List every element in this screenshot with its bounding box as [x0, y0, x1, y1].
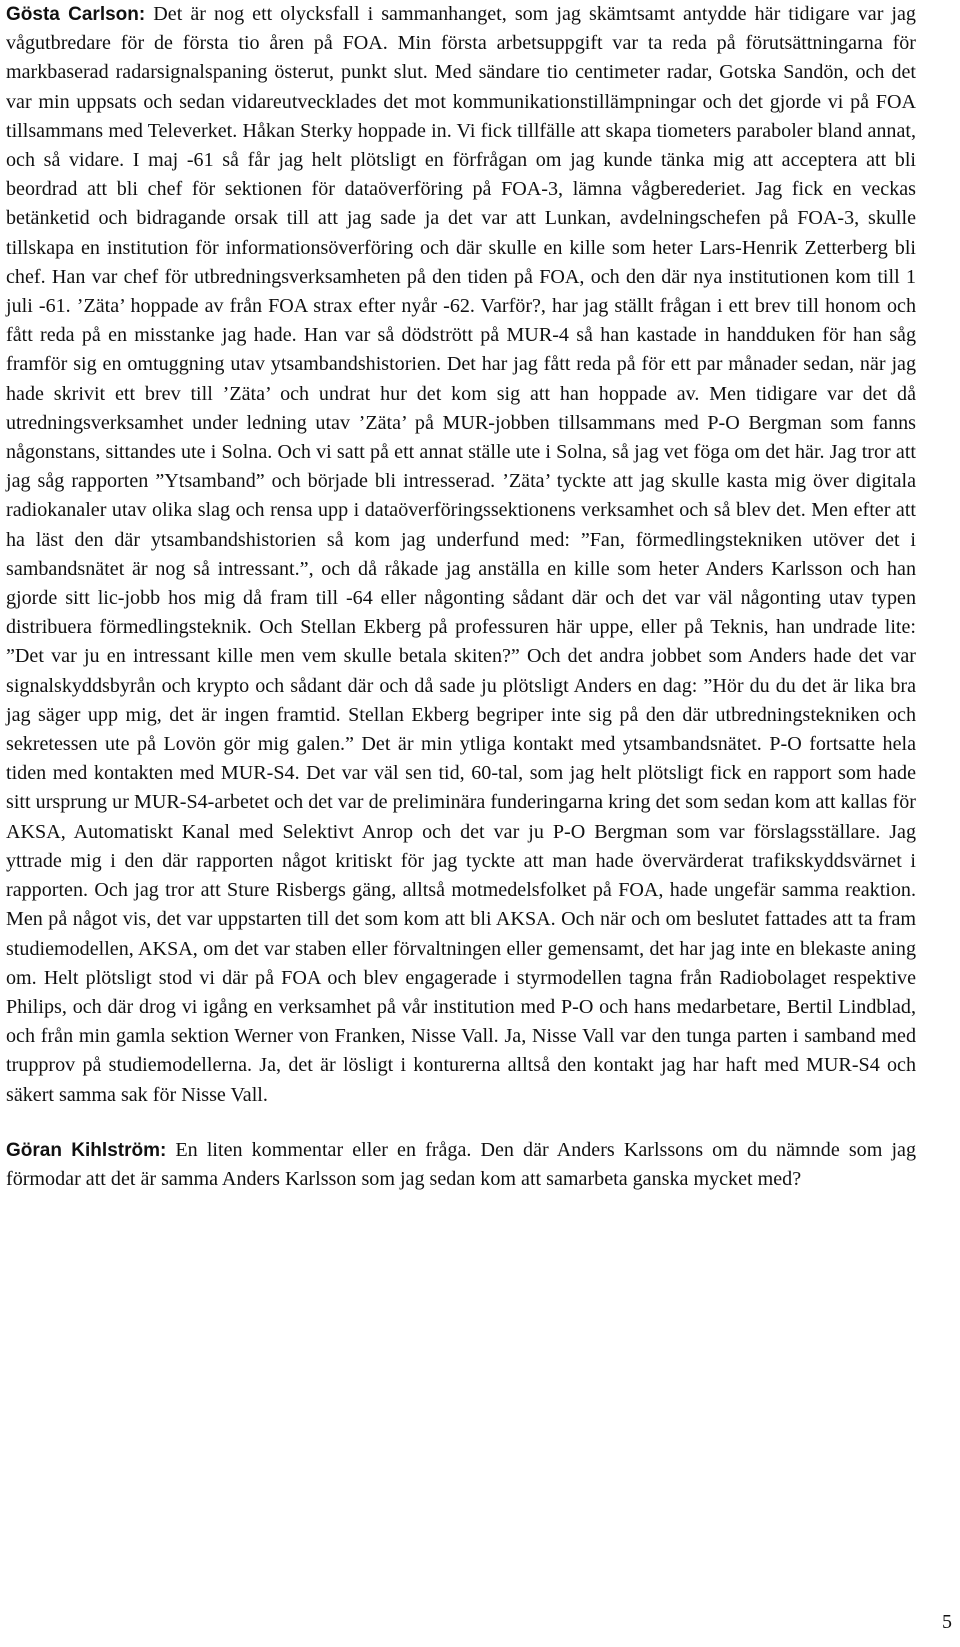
transcript-paragraph-carlson [6, 0, 916, 1110]
transcript-paragraph-kihlstrom [6, 1136, 916, 1194]
speaker-name: Göran Kihlström: [6, 1139, 167, 1161]
page-number: 5 [942, 1611, 952, 1633]
paragraph-text: Det är nog ett olycksfall i sammanhanget, som jag skämtsamt antydde här tidigare var jag vågutbredare för de första tio åren på FOA. Min första arbetsuppgift var ta reda på förutsättningarna för markbaserad radarsignalspaning österut, punkt slut. Med sändare tio centimeter radar, Gotska Sandön, och det var min uppsats och sedan vidareutvecklades det mot kommunikationstillämpningar och det gjorde vi på FOA tillsammans med Televerket. Håkan Sterky hoppade in. Vi fick tillfälle att skapa tiometers paraboler bland annat, och så vidare. I maj -61 så får jag helt plötsligt en förfrågan om jag kunde tänka mig att acceptera att bli beordrad att bli chef för sektionen för dataöverföring på FOA-3, lämna vågberederiet. Jag fick en veckas betänketid och bidragande orsak till att jag sade ja det var att Lunkan, avdelningschefen på FOA-3, skulle tillskapa en institution för informationsöverföring och där skulle en kille som heter Lars-Henrik Zetterberg bli chef. Han var chef för utbredningsverksamheten på den tiden på FOA, och den där nya institutionen kom till 1 juli -61. ’Zäta’ hoppade av från FOA strax efter nyår -62. Varför?, har jag ställt frågan i ett brev till honom och fått reda på en misstanke jag hade. Han var så dödstrött på MUR-4 så han kastade in handduken för han såg framför sig en omtuggning utav ytsambandshistorien. Det har jag fått reda på för ett par månader sedan, när jag hade skrivit ett brev till ’Zäta’ och undrat hur det kom sig att han hoppade av. Men tidigare var det då utredningsverksamhet under ledning utav ’Zäta’ på MUR-jobben tillsammans med P-O Bergman som fanns någonstans, sittandes ute i Solna. Och vi satt på ett annat ställe ute i Solna, så jag vet föga om det här. Jag tror att jag såg rapporten ”Ytsamband” och började bli intresserad. ’Zäta’ tyckte att jag skulle kasta mig över digitala radiokanaler utav olika slag och rensa upp i dataöverföringssektionens verksamhet och så blev det. Men efter att ha läst den där ytsambandshistorien så kom jag underfund med: ”Fan, förmedlingstekniken utöver det i sambandsnätet är nog så intressant.”, och då råkade jag anställa en kille som heter Anders Karlsson och han gjorde sitt lic-jobb hos mig då fram till -64 eller någonting sådant där och det var väl någonting utav typen distribuera förmedlingsteknik. Och Stellan Ekberg på professuren här uppe, eller på Teknis, han undrade lite: ”Det var ju en intressant kille men vem skulle betala skiten?” Och det andra jobbet som Anders hade det var signalskyddsbyrån och krypto och sådant där och då sade ju plötsligt Anders en dag: ”Hör du du det är lika bra jag säger upp mig, det är ingen framtid. Stellan Ekberg begriper inte sig på den där utbredningstekniken och sekretessen ute på Lovön gör mig galen.” Det är min ytliga kontakt med ytsambandsnätet. P-O fortsatte hela tiden med kontakten med MUR-S4. Det var väl sen tid, 60-tal, som jag helt plötsligt fick en rapport som hade sitt ursprung ur MUR-S4-arbetet och det var de preliminära funderingarna kring det som sedan kom att kallas för AKSA, Automatiskt Kanal med Selektivt Anrop och det var ju P-O Bergman som var förslagsställare. Jag yttrade mig i den där rapporten något kritiskt för jag tyckte att man hade övervärderat trafikskyddsvärnet i rapporten. Och jag tror att Sture Risbergs gäng, alltså motmedelsfolket på FOA, hade ungefär samma reaktion. Men på något vis, det var uppstarten till det som kom att bli AKSA. Och när och om beslutet fattades att ta fram studiemodellen, AKSA, om det var staben eller förvaltningen eller gemensamt, det har jag inte en blekaste aning om. Helt plötsligt stod vi där på FOA och blev engagerade i styrmodellen tagna från Radiobolaget respektive Philips, och där drog vi igång en verksamhet på vår institution med P-O och hans medarbetare, Bertil Lindblad, och från min gamla sektion Werner von Franken, Nisse Vall. Ja, Nisse Vall var den tunga parten i samband med trupprov på studiemodellerna. Ja, det är lösligt i konturerna alltså den kontakt jag har haft med MUR-S4 och säkert samma sak för Nisse Vall. [6, 3, 916, 1106]
speaker-name: Gösta Carlson: [6, 4, 146, 25]
paragraph-text: En liten kommentar eller en fråga. Den där Anders Karlssons om du nämnde som jag förmodar att det är samma Anders Karlsson som jag sedan kom att samarbeta ganska mycket med? [6, 1138, 916, 1190]
document-page [6, 0, 916, 1194]
